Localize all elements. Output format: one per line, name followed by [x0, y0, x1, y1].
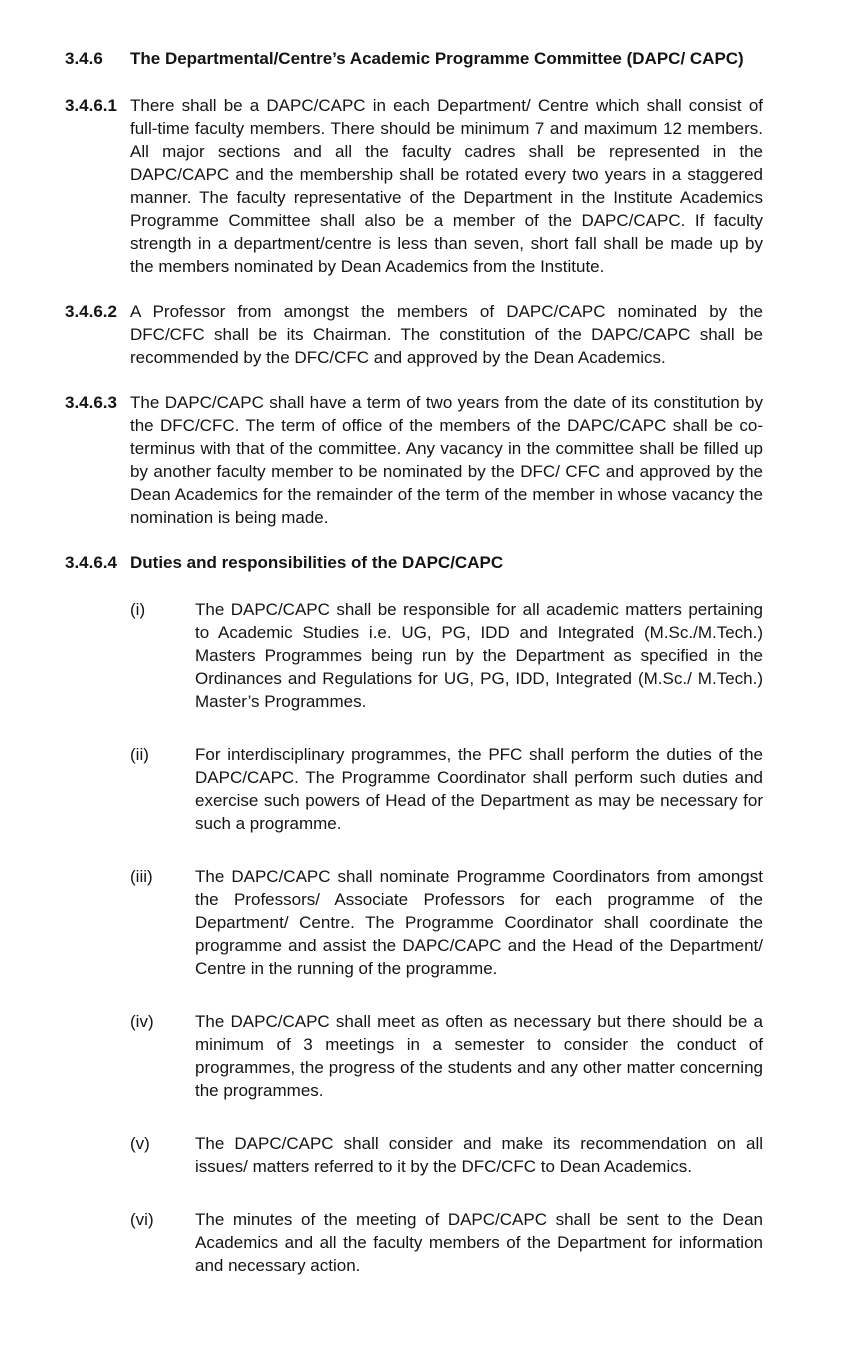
list-item	[130, 865, 763, 980]
list-item	[130, 1208, 763, 1277]
paragraph-3-4-6-3	[65, 391, 763, 529]
list-item	[130, 743, 763, 835]
paragraph-text: There shall be a DAPC/CAPC in each Department/ Centre which shall consist of full-time faculty members. There should be minimum 7 and maximum 12 members. All major sections and all the faculty cadres shall be represented in the DAPC/CAPC and the membership shall be rotated every two years in a staggered manner. The faculty representative of the Department in the Institute Academics Programme Committee shall also be a member of the DAPC/CAPC. If faculty strength in a department/centre is less than seven, short fall shall be made up by the members nominated by Dean Academics from the Institute.	[130, 96, 763, 276]
list-item-label: (iii)	[130, 867, 153, 886]
duties-list	[65, 598, 763, 1277]
list-item-label: (iv)	[130, 1012, 154, 1031]
section-number: 3.4.6.1	[65, 96, 117, 115]
section-number: 3.4.6	[65, 49, 103, 68]
section-title: Duties and responsibilities of the DAPC/CAPC	[130, 553, 504, 572]
list-item-text: The DAPC/CAPC shall meet as often as necessary but there should be a minimum of 3 meetings in a semester to consider the conduct of programmes, the progress of the students and any other matter concerning the programmes.	[195, 1012, 763, 1100]
list-item-text: The DAPC/CAPC shall consider and make its recommendation on all issues/ matters referred to it by the DFC/CFC to Dean Academics.	[195, 1134, 763, 1176]
paragraph-text: A Professor from amongst the members of DAPC/CAPC nominated by the DFC/CFC shall be its Chairman. The constitution of the DAPC/CAPC shall be recommended by the DFC/CFC and approved by the Dean Academics.	[130, 302, 763, 367]
list-item-label: (v)	[130, 1134, 150, 1153]
section-heading-3-4-6-4	[65, 551, 763, 574]
list-item-label: (i)	[130, 600, 146, 619]
list-item	[130, 1010, 763, 1102]
paragraph-text: The DAPC/CAPC shall have a term of two years from the date of its constitution by the DFC/CFC. The term of office of the members of the DAPC/CAPC shall be co-terminus with that of the committee. Any vacancy in the committee shall be filled up by another faculty member to be nominated by the DFC/ CFC and approved by the Dean Academics for the remainder of the term of the member in whose vacancy the nomination is being made.	[130, 393, 763, 527]
section-number: 3.4.6.4	[65, 553, 117, 572]
list-item-text: The DAPC/CAPC shall be responsible for all academic matters pertaining to Academic Studies i.e. UG, PG, IDD and Integrated (M.Sc./M.Tech.) Masters Programmes being run by the Department as specified in the Ordinances and Regulations for UG, PG, IDD, Integrated (M.Sc./ M.Tech.) Master’s Programmes.	[195, 600, 763, 711]
section-number: 3.4.6.2	[65, 302, 117, 321]
list-item	[130, 598, 763, 713]
paragraph-3-4-6-1	[65, 94, 763, 278]
list-item-label: (vi)	[130, 1210, 154, 1229]
list-item	[130, 1132, 763, 1178]
list-item-text: The minutes of the meeting of DAPC/CAPC shall be sent to the Dean Academics and all the faculty members of the Department for information and necessary action.	[195, 1210, 763, 1275]
list-item-text: For interdisciplinary programmes, the PFC shall perform the duties of the DAPC/CAPC. The Programme Coordinator shall perform such duties and exercise such powers of Head of the Department as may be necessary for such a programme.	[195, 745, 763, 833]
section-number: 3.4.6.3	[65, 393, 117, 412]
section-title: The Departmental/Centre’s Academic Programme Committee (DAPC/ CAPC)	[130, 49, 744, 68]
list-item-text: The DAPC/CAPC shall nominate Programme Coordinators from amongst the Professors/ Associate Professors for each programme of the Department/ Centre. The Programme Coordinator shall coordinate the programme and assist the DAPC/CAPC and the Head of the Department/ Centre in the running of the programme.	[195, 867, 763, 978]
list-item-label: (ii)	[130, 745, 149, 764]
paragraph-3-4-6-2	[65, 300, 763, 369]
section-heading-3-4-6	[65, 47, 763, 70]
